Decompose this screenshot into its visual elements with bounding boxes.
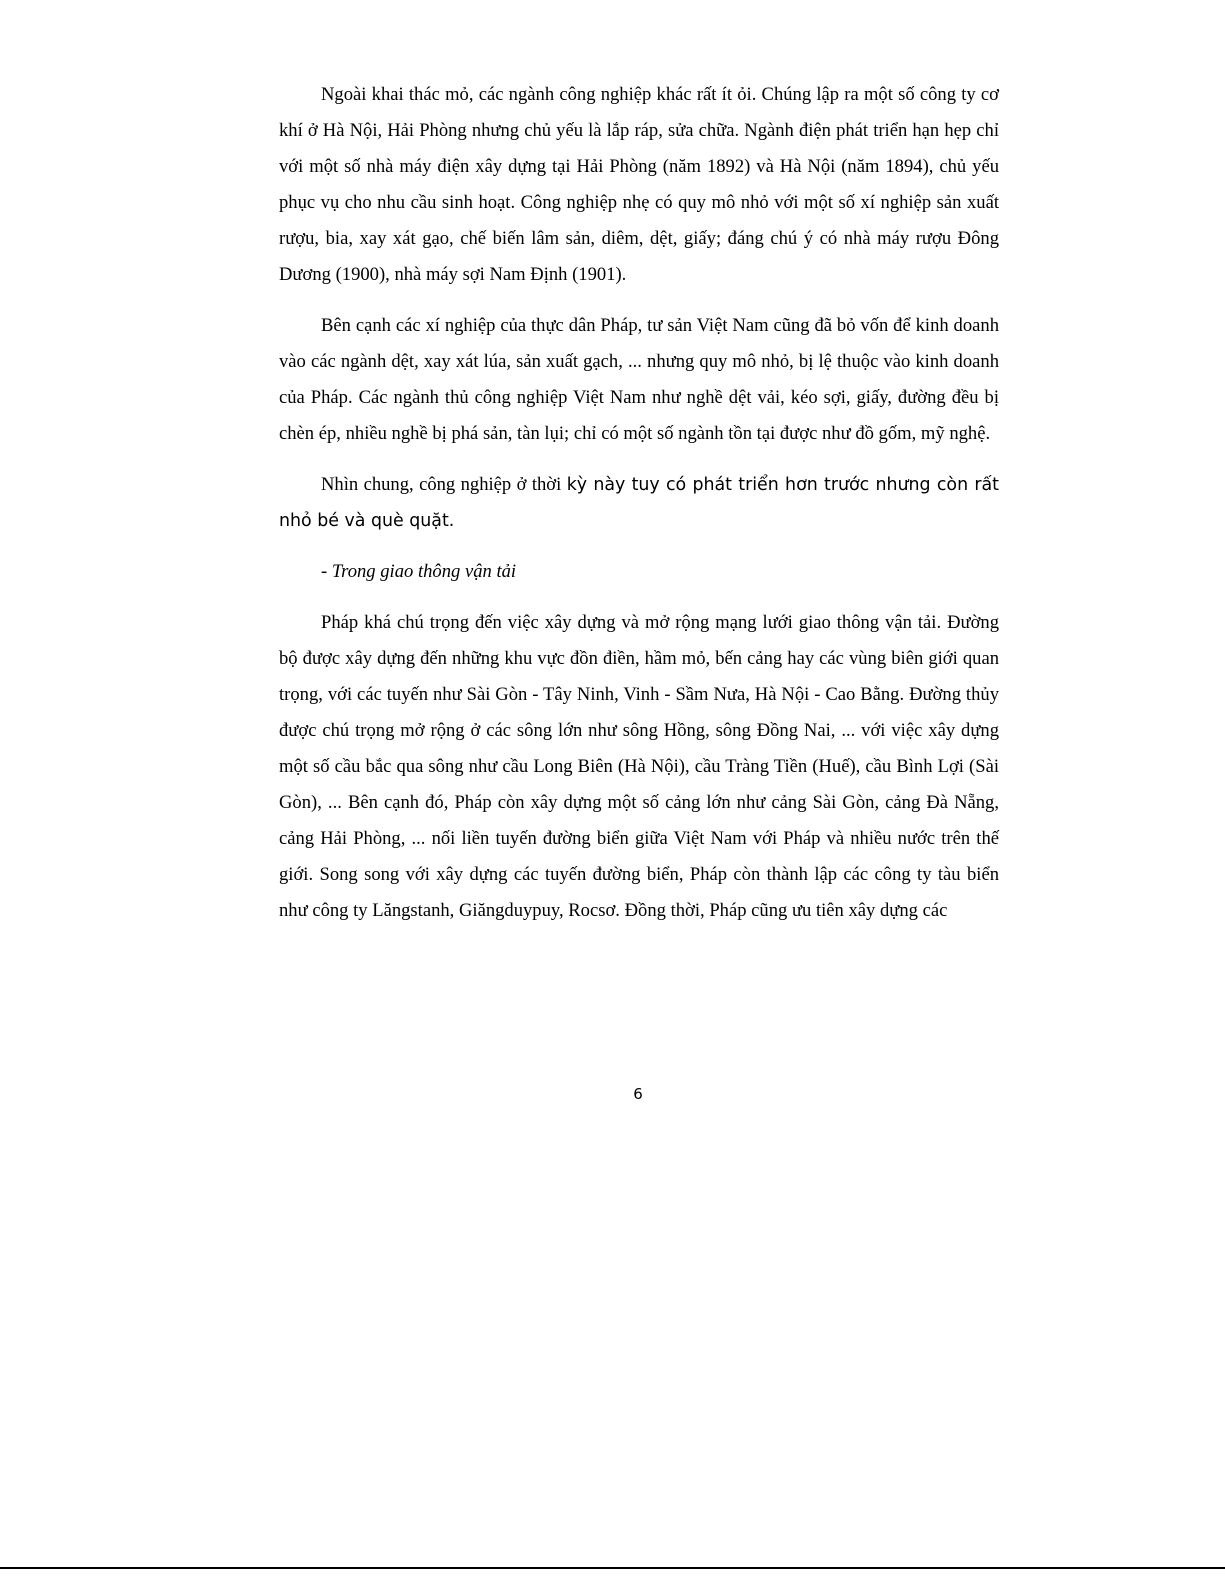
section-subheading-transport: - Trong giao thông vận tải	[321, 561, 517, 582]
paragraph-industry: Ngoài khai thác mỏ, các ngành công nghiệp khác rất ít ỏi. Chúng lập ra một số công ty cơ khí ở Hà Nội, Hải Phòng nhưng chủ yếu là lắp ráp, sửa chữa. Ngành điện phát triển hạn hẹp chỉ với một số nhà máy điện xây dựng tại Hải Phòng (năm 1892) và Hà Nội (năm 1894), chủ yếu phục vụ cho nhu cầu sinh hoạt. Công nghiệp nhẹ có quy mô nhỏ với một số xí nghiệp sản xuất rượu, bia, xay xát gạo, chế biến lâm sản, diêm, dệt, giấy; đáng chú ý có nhà máy rượu Đông Dương (1900), nhà máy sợi Nam Định (1901).	[279, 84, 999, 285]
page-number: 6	[633, 1085, 643, 1103]
paragraph-transport: Pháp khá chú trọng đến việc xây dựng và mở rộng mạng lưới giao thông vận tải. Đường bộ được xây dựng đến những khu vực đồn điền, hầm mỏ, bến cảng hay các vùng biên giới quan trọng, với các tuyến như Sài Gòn - Tây Ninh, Vinh - Sầm Nưa, Hà Nội - Cao Bằng. Đường thủy được chú trọng mở rộng ở các sông lớn như sông Hồng, sông Đồng Nai, ... với việc xây dựng một số cầu bắc qua sông như cầu Long Biên (Hà Nội), cầu Tràng Tiền (Huế), cầu Bình Lợi (Sài Gòn), ... Bên cạnh đó, Pháp còn xây dựng một số cảng lớn như cảng Sài Gòn, cảng Đà Nẵng, cảng Hải Phòng, ... nối liền tuyến đường biển giữa Việt Nam với Pháp và nhiều nước trên thế giới. Song song với xây dựng các tuyến đường biển, Pháp còn thành lập các công ty tàu biển như công ty Lăngstanh, Giăngduypuy, Rocsơ. Đồng thời, Pháp cũng ưu tiên xây dựng các	[279, 612, 999, 921]
paragraph-summary	[279, 467, 999, 539]
page-content	[279, 77, 999, 944]
paragraph-vietnamese-bourgeoisie: Bên cạnh các xí nghiệp của thực dân Pháp, tư sản Việt Nam cũng đã bỏ vốn để kinh doanh vào các ngành dệt, xay xát lúa, sản xuất gạch, ... nhưng quy mô nhỏ, bị lệ thuộc vào kinh doanh của Pháp. Các ngành thủ công nghiệp Việt Nam như nghề dệt vải, kéo sợi, giấy, đường đều bị chèn ép, nhiều nghề bị phá sản, tàn lụi; chỉ có một số ngành tồn tại được như đồ gốm, mỹ nghệ.	[279, 315, 999, 444]
summary-text-end: kỳ này tuy có phát triển hơn trước nhưng còn rất nhỏ bé và què quặt.	[279, 475, 999, 531]
summary-text-start: Nhìn chung, công nghiệp ở thời	[321, 474, 567, 495]
bottom-divider	[0, 1567, 1225, 1569]
